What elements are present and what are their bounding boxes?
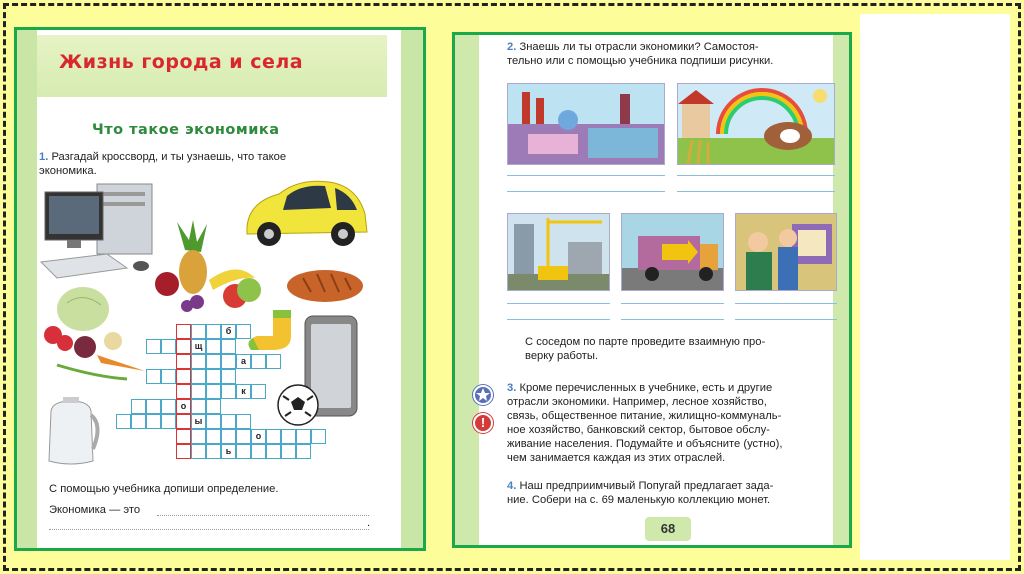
crossword-cell[interactable] xyxy=(206,414,221,429)
page-margin-strip xyxy=(401,30,423,548)
crossword-cell[interactable]: к xyxy=(236,384,251,399)
crossword-cell[interactable] xyxy=(266,444,281,459)
caption-answer-line[interactable] xyxy=(735,319,837,320)
crossword-cell[interactable] xyxy=(206,324,221,339)
kettle-picture xyxy=(37,395,107,470)
crossword-cell[interactable] xyxy=(296,429,311,444)
task-line: Знаешь ли ты отрасли экономики? Самостоя- xyxy=(519,41,759,53)
text-line: чем занимается каждая из этих отраслей. xyxy=(507,452,726,464)
crossword-cell[interactable] xyxy=(131,414,146,429)
caption-answer-line[interactable] xyxy=(677,191,835,192)
agriculture-picture xyxy=(677,83,835,165)
crossword-cell[interactable] xyxy=(206,399,221,414)
definition-answer-line[interactable] xyxy=(157,502,369,516)
crossword-cell[interactable] xyxy=(116,414,131,429)
crossword-cell[interactable]: ь xyxy=(221,444,236,459)
text-line: верку работы. xyxy=(525,350,599,362)
crossword-cell[interactable] xyxy=(146,369,161,384)
crossword-cell[interactable] xyxy=(191,384,206,399)
peer-check-text xyxy=(525,335,845,363)
crossword-cell[interactable] xyxy=(206,429,221,444)
crossword-cell[interactable] xyxy=(146,414,161,429)
crossword-cell[interactable] xyxy=(176,339,191,354)
crossword-cell[interactable] xyxy=(206,339,221,354)
crossword-cell[interactable] xyxy=(221,414,236,429)
text-line: Кроме перечисленных в учебнике, есть и другие xyxy=(519,382,773,394)
caption-answer-line[interactable] xyxy=(677,175,835,176)
crossword-cell[interactable] xyxy=(176,354,191,369)
crossword-cell[interactable] xyxy=(161,369,176,384)
caption-answer-line[interactable] xyxy=(621,319,724,320)
crossword-cell[interactable] xyxy=(176,324,191,339)
workbook-page-left xyxy=(14,27,426,551)
task-4-text xyxy=(507,479,847,507)
crossword-cell[interactable] xyxy=(146,399,161,414)
crossword-cell[interactable] xyxy=(176,444,191,459)
star-group-icon xyxy=(473,385,493,405)
crossword-cell[interactable] xyxy=(191,354,206,369)
caption-answer-line[interactable] xyxy=(735,303,837,304)
instruction-text: С помощью учебника допиши определение. xyxy=(49,483,279,495)
crossword-cell[interactable] xyxy=(191,399,206,414)
task-2-text xyxy=(507,40,837,68)
crossword-cell[interactable]: о xyxy=(176,399,191,414)
exclamation-icon: ! xyxy=(473,413,493,433)
task-line: тельно или с помощью учебника подпиши рисунки. xyxy=(507,55,774,67)
text-line: отрасли экономики. Например, лесное хозяйство, xyxy=(507,396,767,408)
crossword-cell[interactable] xyxy=(311,429,326,444)
crossword-cell[interactable] xyxy=(281,429,296,444)
page-margin-strip xyxy=(17,30,37,548)
workbook-page-right xyxy=(452,32,852,548)
crossword-cell[interactable] xyxy=(191,324,206,339)
crossword-cell[interactable] xyxy=(296,444,311,459)
crossword-cell[interactable] xyxy=(161,339,176,354)
crossword-cell[interactable] xyxy=(206,369,221,384)
section-title: Что такое экономика xyxy=(92,122,280,138)
crossword-cell[interactable] xyxy=(146,339,161,354)
definition-answer-line[interactable] xyxy=(49,518,369,530)
task-number: 4. xyxy=(507,480,517,492)
task-number: 3. xyxy=(507,382,517,394)
text-line: ное хозяйство, банковский сектор, бытовое обслу- xyxy=(507,424,770,436)
crossword-cell[interactable] xyxy=(206,444,221,459)
crossword-cell[interactable] xyxy=(206,354,221,369)
caption-answer-line[interactable] xyxy=(507,319,610,320)
crossword-cell[interactable]: а xyxy=(236,354,251,369)
caption-answer-line[interactable] xyxy=(507,303,610,304)
crossword-cell[interactable] xyxy=(206,384,221,399)
crossword-cell[interactable] xyxy=(236,414,251,429)
crossword-cell[interactable] xyxy=(176,369,191,384)
crossword-cell[interactable]: щ xyxy=(191,339,206,354)
task-number: 2. xyxy=(507,41,517,53)
crossword-cell[interactable] xyxy=(266,429,281,444)
crossword-cell[interactable] xyxy=(236,324,251,339)
crossword-cell[interactable] xyxy=(251,384,266,399)
crossword-cell[interactable]: ы xyxy=(191,414,206,429)
transport-picture xyxy=(621,213,724,291)
text-line: связь, общественное питание, жилищно-коммуналь- xyxy=(507,410,782,422)
text-line: С соседом по парте проведите взаимную про- xyxy=(525,336,766,348)
industry-picture xyxy=(507,83,665,165)
crossword-cell[interactable] xyxy=(191,444,206,459)
crossword-cell[interactable] xyxy=(251,444,266,459)
trade-picture xyxy=(735,213,837,291)
crossword-cell[interactable]: б xyxy=(221,324,236,339)
task-line: Разгадай кроссворд, и ты узнаешь, что такое xyxy=(51,151,287,163)
crossword-cell[interactable] xyxy=(236,444,251,459)
caption-answer-line[interactable] xyxy=(507,175,665,176)
fruits-picture xyxy=(147,220,262,315)
computer-picture xyxy=(37,182,157,282)
crossword-cell[interactable] xyxy=(236,429,251,444)
page-margin-strip xyxy=(455,35,479,545)
ball-picture xyxy=(275,382,321,428)
page-number: 68 xyxy=(645,517,691,541)
sock-picture xyxy=(243,306,303,356)
crossword-cell[interactable] xyxy=(161,414,176,429)
crossword-cell[interactable] xyxy=(176,429,191,444)
task-line: экономика. xyxy=(39,165,97,177)
crossword-cell[interactable] xyxy=(176,384,191,399)
crossword-cell[interactable] xyxy=(221,384,236,399)
crossword-cell[interactable] xyxy=(221,354,236,369)
crossword-cell[interactable] xyxy=(221,429,236,444)
text-line: Наш предприимчивый Попугай предлагает зада- xyxy=(519,480,774,492)
text-line: ние. Собери на с. 69 маленькую коллекцию монет. xyxy=(507,494,771,506)
task-3-text xyxy=(507,381,847,465)
definition-end: . xyxy=(367,517,371,529)
chapter-title: Жизнь города и села xyxy=(59,51,304,73)
caption-answer-line[interactable] xyxy=(621,303,724,304)
task-number: 1. xyxy=(39,151,49,163)
bread-picture xyxy=(285,266,367,306)
crossword-cell[interactable] xyxy=(131,399,146,414)
text-line: живание населения. Подумайте и объясните (устно), xyxy=(507,438,783,450)
vegetables-picture xyxy=(37,285,152,385)
construction-picture xyxy=(507,213,610,291)
crossword-cell[interactable] xyxy=(251,354,266,369)
crossword-cell[interactable]: о xyxy=(251,429,266,444)
crossword-cell[interactable] xyxy=(176,414,191,429)
crossword-cell[interactable] xyxy=(191,369,206,384)
crossword-cell[interactable] xyxy=(221,369,236,384)
caption-answer-line[interactable] xyxy=(507,191,665,192)
crossword-cell[interactable] xyxy=(161,399,176,414)
crossword-cell[interactable] xyxy=(266,354,281,369)
crossword-cell[interactable] xyxy=(221,339,236,354)
crossword-cell[interactable] xyxy=(281,444,296,459)
definition-prefix: Экономика — это xyxy=(49,504,141,516)
crossword-cell[interactable] xyxy=(191,429,206,444)
